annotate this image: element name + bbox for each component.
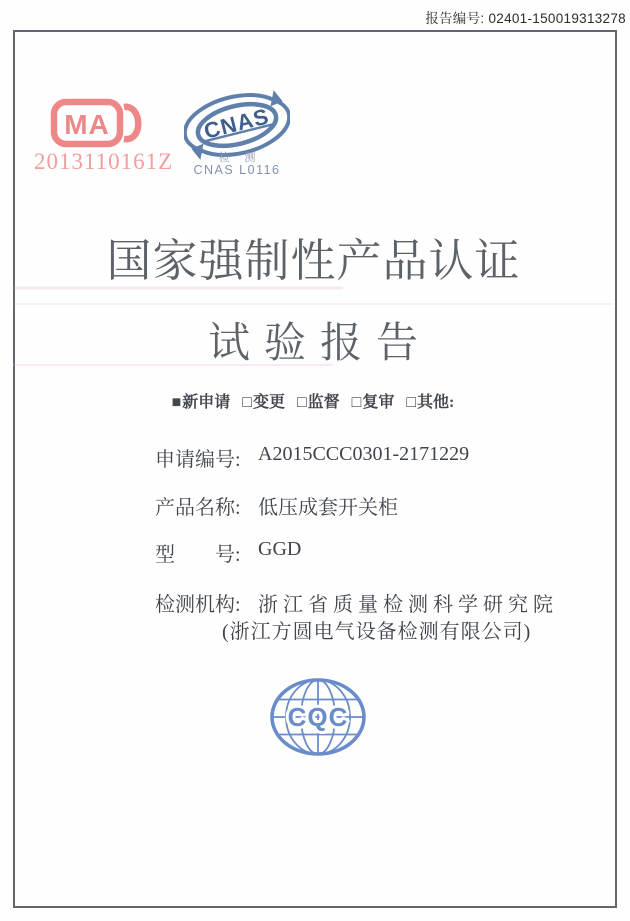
testing-institution-row <box>0 588 630 614</box>
checkbox-label: 变更 <box>252 394 285 411</box>
checkbox-other <box>406 394 454 411</box>
report-number-value: 02401-150019313278 <box>488 11 626 26</box>
product-name-row <box>0 491 630 517</box>
report-number-label: 报告编号: <box>425 11 485 26</box>
checkbox-label: 复审 <box>362 394 395 411</box>
testing-institution-value: 浙江省质量检测科学研究院 <box>258 594 558 616</box>
unchecked-checkbox-icon: □ <box>351 394 362 411</box>
testing-institution-value-line2: (浙江方圆电气设备检测有限公司) <box>222 621 532 643</box>
unchecked-checkbox-icon: □ <box>406 394 417 411</box>
application-number-label: 申请编号: <box>155 449 241 471</box>
testing-institution-subrow <box>0 615 630 641</box>
model-value: GGD <box>258 538 302 560</box>
product-name-label: 产品名称: <box>155 497 241 519</box>
unchecked-checkbox-icon: □ <box>296 394 307 411</box>
checked-checkbox-icon: ■ <box>171 394 182 411</box>
scan-artifact-line <box>13 364 333 366</box>
cma-license-number: 2013110161Z <box>34 149 174 174</box>
scan-artifact-line <box>13 303 613 305</box>
application-number-value: A2015CCC0301-2171229 <box>258 443 470 465</box>
cqc-mark-text: CQC <box>287 702 349 732</box>
checkbox-label: 新申请 <box>182 394 231 411</box>
product-name-value: 低压成套开关柜 <box>258 497 398 519</box>
unchecked-checkbox-icon: □ <box>242 394 252 411</box>
application-number-row <box>0 443 630 469</box>
checkbox-change <box>242 394 285 411</box>
scan-artifact-line <box>13 287 343 289</box>
checkbox-label: 其他: <box>417 394 455 411</box>
cnas-caption-cn: 检 测 <box>218 152 262 164</box>
certification-title: 国家强制性产品认证 <box>106 236 521 286</box>
cqc-globe-icon <box>269 677 367 757</box>
cma-mark-text: MA <box>64 109 110 140</box>
checkbox-supervision <box>297 394 340 411</box>
checkbox-label: 监督 <box>307 394 340 411</box>
cnas-mark-text: CNAS <box>201 103 272 144</box>
checkbox-new-application <box>172 394 231 411</box>
report-title: 试验报告 <box>207 321 432 367</box>
checkbox-review <box>352 394 395 411</box>
model-label: 型 号: <box>155 544 241 566</box>
cnas-accreditation-code: CNAS L0116 <box>193 163 281 177</box>
model-row <box>0 538 630 564</box>
report-number <box>425 7 626 27</box>
cma-mark-icon <box>50 92 144 156</box>
testing-institution-label: 检测机构: <box>155 594 241 616</box>
application-type-row <box>13 389 613 412</box>
